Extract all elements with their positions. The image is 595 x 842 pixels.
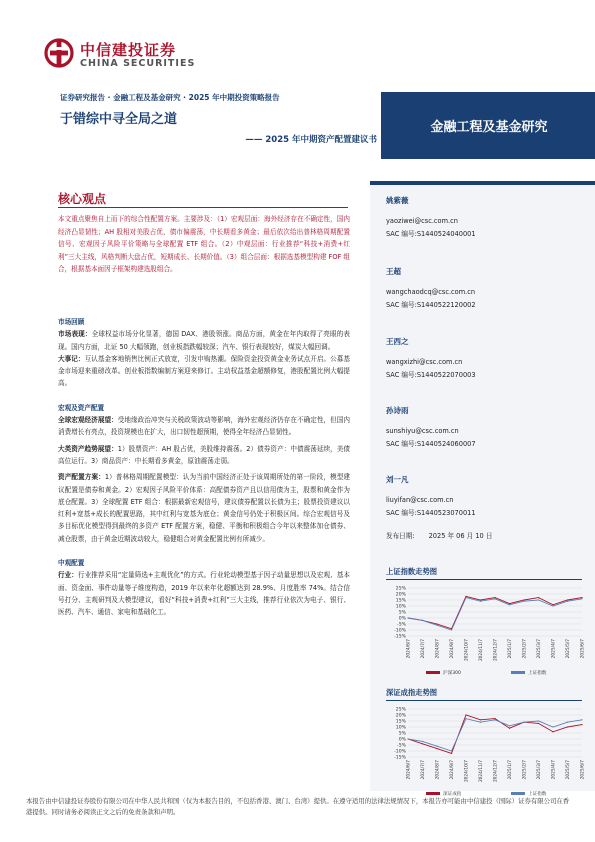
x-tick-label: 2024/10/7 <box>464 639 470 662</box>
report-type: 证券研究报告 · 金融工程及基金研究 · 2025 年中期投资策略报告 <box>60 93 280 102</box>
analyst-sac <box>386 369 586 382</box>
data-point <box>523 599 524 600</box>
data-point <box>407 617 408 618</box>
report-title: 于错综中寻全局之道 <box>60 112 178 127</box>
analyst-sac <box>386 507 586 520</box>
paragraph <box>58 328 350 353</box>
x-tick-label: 2025/3/7 <box>537 639 542 659</box>
sac-label: SAC 编号: <box>386 440 417 448</box>
x-tick-label: 2024/6/7 <box>406 760 412 780</box>
analyst-card <box>386 336 586 382</box>
publish-value: 2025 年 06 月 10 日 <box>428 532 493 540</box>
sse-index-chart <box>386 584 586 679</box>
x-tick-label: 2024/12/7 <box>493 639 499 662</box>
data-point <box>451 753 452 754</box>
analyst-email[interactable]: sunshiyu@csc.com.cn <box>386 427 459 435</box>
series-line-1 <box>408 598 582 630</box>
analyst-email[interactable]: wangchaodcq@csc.com.cn <box>386 288 476 296</box>
paragraph <box>58 353 350 390</box>
paragraph-lead: 全球宏观经济展望： <box>58 416 118 425</box>
x-tick-label: 2025/5/7 <box>566 760 571 780</box>
data-point <box>523 722 524 723</box>
data-point <box>422 620 423 621</box>
y-tick-label: 10% <box>395 725 406 731</box>
chart-divider <box>386 579 582 580</box>
data-point <box>494 719 495 720</box>
y-tick-label: 15% <box>395 598 406 604</box>
data-point <box>436 748 437 749</box>
data-point <box>509 603 510 604</box>
analyst-card <box>386 474 586 520</box>
data-point <box>523 601 524 602</box>
analyst-sac <box>386 228 586 241</box>
publish-date <box>386 530 492 540</box>
paragraph-lead: 大事记： <box>58 354 85 363</box>
data-point <box>465 714 466 715</box>
paragraph-text: 互认基金客地销售比例正式放宽，引发申购热潮。保险资金投资黄金业务试点开启。公募基金市场迎来重磅改革。创业板指数编制方案迎来修订。主动权益基金超额修复，港股配置比例大幅提高。 <box>58 354 351 388</box>
sac-number: S1440524040001 <box>416 230 476 238</box>
data-point <box>567 726 568 727</box>
y-tick-label: 5% <box>398 610 406 616</box>
x-tick-label: 2024/9/7 <box>450 760 455 780</box>
analyst-email[interactable]: wangxizhi@csc.com.cn <box>386 358 463 366</box>
x-tick-label: 2024/8/7 <box>435 760 441 780</box>
data-point <box>480 722 481 723</box>
disclaimer: 本报告由中信建投证券股份有限公司在中华人民共和国（仅为本报告目的，不包括香港、澳门、台湾）提供。在遵守适用的法律法规情况下，本报告亦可能由中信建投（国际）证券有限公司在香港提供。同时请务必阅读正文之后的免责条款和声明。 <box>26 797 570 816</box>
data-point <box>407 738 408 739</box>
paragraph <box>58 443 350 468</box>
y-tick-label: 10% <box>395 604 406 610</box>
analyst-name: 刘一凡 <box>386 475 409 484</box>
data-point <box>538 723 539 724</box>
sac-number: S1440523070011 <box>416 509 476 517</box>
data-point <box>451 629 452 630</box>
x-tick-label: 2025/4/7 <box>551 760 557 780</box>
data-point <box>480 601 481 602</box>
data-point <box>422 743 423 744</box>
data-point <box>422 741 423 742</box>
chart-title: 上证指数走势图 <box>386 567 438 576</box>
x-tick-label: 2025/5/7 <box>566 639 571 659</box>
paragraph-lead: 资产配置方案： <box>58 473 105 482</box>
data-point <box>494 598 495 599</box>
sac-number: S1440524060007 <box>416 440 476 448</box>
data-point <box>436 625 437 626</box>
y-tick-label: 20% <box>395 713 406 719</box>
data-point <box>509 728 510 729</box>
chart-divider <box>386 700 582 701</box>
x-tick-label: 2025/1/7 <box>508 760 513 780</box>
y-tick-label: 5% <box>398 731 406 737</box>
x-tick-label: 2025/2/7 <box>522 639 528 659</box>
category-banner: 金融工程及基金研究 <box>381 92 595 159</box>
data-point <box>494 597 495 598</box>
sidebar-divider <box>370 181 595 185</box>
section-heading-meso: 中观配置 <box>58 559 85 568</box>
x-tick-label: 2025/3/7 <box>537 760 542 780</box>
x-tick-label: 2024/7/7 <box>421 760 426 780</box>
x-tick-label: 2024/12/7 <box>493 760 499 783</box>
y-tick-label: 0% <box>398 737 406 743</box>
legend-label: 上证指数 <box>528 792 547 797</box>
y-tick-label: 15% <box>395 719 406 725</box>
paragraph <box>58 414 350 439</box>
paragraph-lead: 市场表现： <box>58 330 92 339</box>
analyst-name: 王超 <box>386 267 401 276</box>
sac-label: SAC 编号: <box>386 371 417 379</box>
analyst-card <box>386 266 586 312</box>
paragraph-text: 受地缘政治冲突与关税政策波动等影响，海外宏观经济仍存在不确定性，但国内消费增长有亮点，投资规模也在扩大，出口韧性超预期，使得全年经济凸显韧性。 <box>58 416 351 437</box>
paragraph <box>58 471 350 545</box>
legend-swatch <box>426 792 440 795</box>
x-tick-label: 2024/10/7 <box>464 760 470 783</box>
analyst-name: 姚紫薇 <box>386 196 409 205</box>
data-point <box>509 725 510 726</box>
data-point <box>538 599 539 600</box>
logo-name-en: CHINA SECURITIES <box>80 58 196 69</box>
y-tick-label: -5% <box>397 743 406 749</box>
data-point <box>581 719 582 720</box>
legend-label: 上证指数 <box>528 671 547 676</box>
x-tick-label: 2024/7/7 <box>421 639 426 659</box>
core-view-heading: 核心观点 <box>58 192 107 206</box>
data-point <box>451 750 452 751</box>
data-point <box>552 605 553 606</box>
analyst-email[interactable]: liuyifan@csc.com.cn <box>386 496 454 504</box>
analyst-card <box>386 405 586 451</box>
report-body <box>58 316 350 619</box>
section-heading-market-review: 市场回顾 <box>58 318 85 326</box>
analyst-email[interactable]: yaoziwei@csc.com.cn <box>386 217 458 225</box>
sac-label: SAC 编号: <box>386 230 417 238</box>
y-tick-label: -10% <box>394 749 406 755</box>
szse-index-chart <box>386 705 586 800</box>
y-tick-label: 20% <box>395 592 406 598</box>
x-tick-label: 2025/2/7 <box>522 760 528 780</box>
data-point <box>465 718 466 719</box>
data-point <box>567 599 568 600</box>
sac-number: S1440522120002 <box>416 301 476 309</box>
series-line-1 <box>408 719 582 751</box>
data-point <box>538 597 539 598</box>
sac-label: SAC 编号: <box>386 509 417 517</box>
sac-label: SAC 编号: <box>386 301 417 309</box>
y-tick-label: -15% <box>394 755 406 761</box>
report-subtitle: —— 2025 年中期资产配置建议书 <box>245 135 377 145</box>
legend-label: 深证成指 <box>443 792 462 797</box>
company-logo <box>44 38 214 72</box>
analyst-name: 王西之 <box>386 337 409 346</box>
x-tick-label: 2024/11/7 <box>479 639 484 662</box>
x-tick-label: 2025/1/7 <box>508 639 513 659</box>
chart-title: 深证成指走势图 <box>386 688 438 697</box>
x-tick-label: 2025/4/7 <box>551 639 557 659</box>
paragraph-text: 1）普林格周期配置模型：认为当前中国经济正处于该周期所处的第一阶段，模型建议配置是债券和黄金。2）宏观因子风险平价体系：高配债券资产且以信用债为主，股票和黄金作为底仓配置。3）全球配置 ETF 组合：根据最新宏观信号，建议债券配置以长债为主；股票投资建议以红利+宽基+成长的配置思路，其中红利与宽基为底仓；黄金信号仍处于积极区间。综合宏观信号及多目标优化模型得到最终的多资产 ETF 配置方案，稳健、平衡和积极组合今年以来整体加仓债券、减仓股票，由于黄金近期波动较大，稳健组合对黄金配置比例有所减少。 <box>58 473 350 543</box>
analyst-card <box>386 195 586 241</box>
legend-swatch <box>511 792 525 795</box>
data-point <box>465 596 466 597</box>
analyst-sac <box>386 438 586 451</box>
section-heading-macro: 宏观及资产配置 <box>58 403 105 412</box>
logo-mark-icon <box>44 38 74 68</box>
divider <box>58 207 348 208</box>
data-point <box>552 604 553 605</box>
legend-label: 沪深300 <box>443 671 461 676</box>
paragraph-lead: 行业： <box>58 571 78 580</box>
paragraph-text: 全球权益市场分化显著，德国 DAX、港股领涨。商品方面，黄金在年内取得了亮眼的表现。国内方面，北证 50 大幅领跑，创业板指跌幅较深；汽车、银行表现较好，煤炭大幅回调。 <box>58 330 350 351</box>
paragraph-text: 行业推荐采用“定量筛选+主观优化”的方式。行业轮动模型基于因子动量思想以及宏观、基本面、资金面、事件动量等子维度构造，2019 年以来年化超额达到 28.9%、月度胜率 74%。结合信号打分、主观研判及大模型建议，看好“科技+消费+红利”三大主线，推荐行业依次为电子、银行、医药、汽车、通信、家电和基础化工。 <box>58 571 350 617</box>
data-point <box>581 597 582 598</box>
data-point <box>509 604 510 605</box>
y-tick-label: 25% <box>395 586 406 592</box>
x-tick-label: 2025/6/7 <box>580 760 586 780</box>
data-point <box>567 601 568 602</box>
data-point <box>436 746 437 747</box>
core-view-summary: 本文重点聚焦自上而下的综合性配置方案。主要涉及：（1）宏观层面：海外经济存在不确定性，国内经济凸显韧性；AH 股相对美股占优，债市偏震荡，中长期看多黄金；最后依次给出普林格周期配置信号、宏观因子风险平价策略与全球配置 ETF 组合。（2）中观层面：行业推荐“科技+消费+红利”三大主线，风格判断大盘占优，短期成长、长期价值。（3）组合层面：根据选基模型构建 FOF 组合，根据基本面因子框架构建选股组合。 <box>58 215 350 274</box>
y-tick-label: -15% <box>394 634 406 640</box>
data-point <box>494 718 495 719</box>
publish-label: 发布日期: <box>386 532 415 540</box>
x-tick-label: 2024/8/7 <box>435 639 441 659</box>
data-point <box>436 623 437 624</box>
legend-swatch <box>426 671 440 674</box>
data-point <box>567 722 568 723</box>
x-tick-label: 2024/6/7 <box>406 639 412 659</box>
data-point <box>581 724 582 725</box>
legend-swatch <box>511 671 525 674</box>
paragraph <box>58 569 350 618</box>
x-tick-label: 2024/9/7 <box>450 639 455 659</box>
paragraph-lead: 大类资产趋势展望： <box>58 444 118 453</box>
data-point <box>552 726 553 727</box>
x-tick-label: 2024/11/7 <box>479 760 484 783</box>
y-tick-label: -5% <box>397 622 406 628</box>
data-point <box>552 731 553 732</box>
data-point <box>480 719 481 720</box>
sac-number: S1440522070003 <box>416 371 476 379</box>
analyst-sac <box>386 299 586 312</box>
paragraph-text: 1）股票资产：AH 股占优，美股维持震荡。2）债券资产：中债震荡延续，美债高位运行。3）商品资产：中长期看多黄金，原油震荡走弱。 <box>58 444 350 465</box>
logo-name-cn: 中信建投证券 <box>80 41 177 59</box>
y-tick-label: 25% <box>395 707 406 713</box>
analyst-name: 孙诗雨 <box>386 406 409 415</box>
x-tick-label: 2025/6/7 <box>580 639 586 659</box>
data-point <box>465 597 466 598</box>
data-point <box>581 598 582 599</box>
y-tick-label: 0% <box>398 616 406 622</box>
data-point <box>480 599 481 600</box>
data-point <box>538 720 539 721</box>
y-tick-label: -10% <box>394 628 406 634</box>
